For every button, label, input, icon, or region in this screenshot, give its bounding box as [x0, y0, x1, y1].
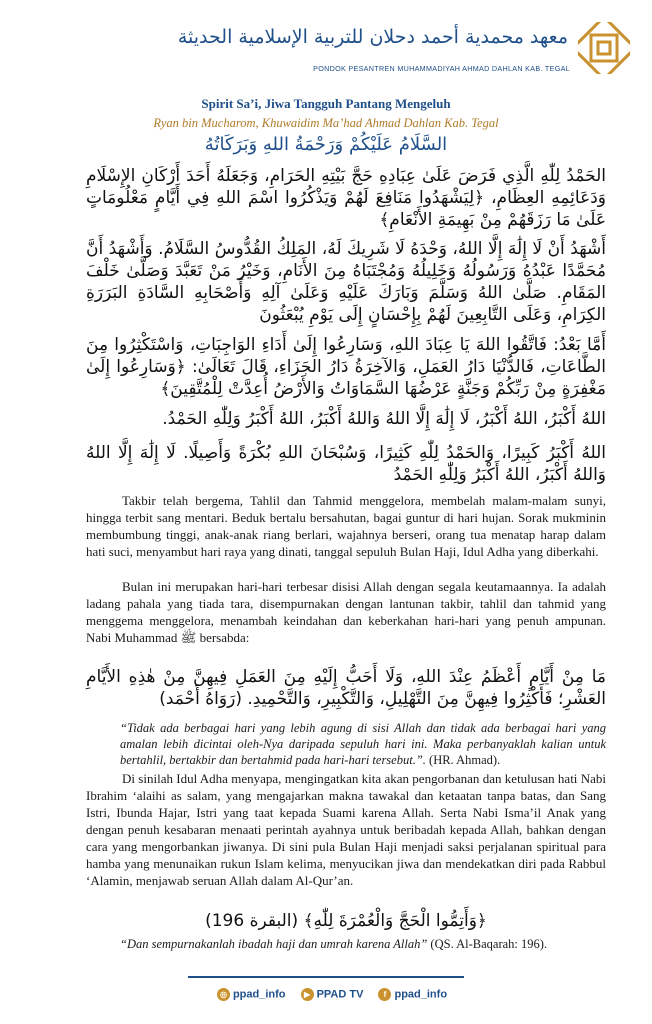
- footer-social: [0, 988, 652, 1001]
- article-title: Spirit Sa’i, Jiwa Tangguh Pantang Mengeluh: [201, 96, 451, 111]
- hadith-translation: “Tidak ada berbagai hari yang lebih agung di sisi Allah dan tidak ada berbagai hari yang amalan lebih dicintai oleh-Nya daripada sepuluh hari ini. Maka perbanyaklah kalian untuk bertahlil, bertakbir dan bertahmid pada hari-hari tersebut.”. (HR. Ahmad).: [120, 721, 606, 767]
- footer-instagram[interactable]: ppad_info: [232, 988, 286, 1001]
- arabic-takbir-2: اللهُ أَكْبَرُ كَبِيرًا، وَالحَمْدُ لِلّٰهِ كَثِيرًا، وَسُبْحَانَ اللهِ بُكْرَةً وَأَصِيلًا. لَا إِلَٰهَ إِلَّا اللهُ وَاللهُ أَكْبَرُ، اللهُ أَكْبَرُ وَلِلّٰهِ الحَمْدُ: [86, 443, 606, 485]
- instagram-icon: ◎: [217, 988, 230, 1001]
- arabic-opening-hamd: الحَمْدُ لِلّٰهِ الَّذِي فَرَضَ عَلَىٰ عِبَادِهِ حَجَّ بَيْتِهِ الحَرَامِ، وَجَعَلَهُ أَحَدَ أَرْكَانِ الإِسْلَامِ وَدَعَائِمِهِ العِظَامِ، ﴿لِيَشْهَدُوا مَنَافِعَ لَهُمْ وَيَذْكُرُوا اسْمَ اللهِ فِي أَيَّامٍ مَعْلُومَاتٍ عَلَىٰ مَا رَزَقَهُمْ مِنْ بَهِيمَةِ الأَنْعَامِ﴾: [86, 166, 606, 230]
- header: [177, 22, 630, 88]
- youtube-icon: ▶: [301, 988, 314, 1001]
- footer-divider: [188, 976, 464, 978]
- arabic-amma-badu: أَمَّا بَعْدُ: فَاتَّقُوا اللهَ يَا عِبَادَ اللهِ، وَسَارِعُوا إِلَىٰ أَدَاءِ الوَاجِبَاتِ، وَاسْتَكْثِرُوا مِنَ الطَّاعَاتِ، فَالدُّنْيَا دَارُ العَمَلِ، وَالآخِرَةُ دَارُ الجَزَاءِ، قَالَ تَعَالَىٰ: ﴿وَسَارِعُوا إِلَىٰ مَغْفِرَةٍ مِنْ رَبِّكُمْ وَجَنَّةٍ عَرْضُهَا السَّمَاوَاتُ وَالأَرْضُ أُعِدَّتْ لِلْمُتَّقِينَ﴾: [86, 335, 606, 399]
- arabic-takbir-1: اللهُ أَكْبَرُ، اللهُ أَكْبَرُ، لَا إِلَٰهَ إِلَّا اللهُ وَاللهُ أَكْبَرُ، اللهُ أَكْبَرُ وَلِلّٰهِ الحَمْدُ.: [162, 409, 606, 429]
- ayah-arabic: ﴿وَأَتِمُّوا الْحَجَّ وَالْعُمْرَةَ لِلّٰهِ﴾ (البقرة 196): [205, 911, 487, 931]
- square-kufic-emblem-icon: [578, 22, 630, 74]
- article-author: Ryan bin Mucharom, Khuwaidim Ma’had Ahmad Dahlan Kab. Tegal: [153, 116, 499, 130]
- footer-youtube[interactable]: PPAD TV: [316, 988, 364, 1001]
- paragraph-bulan-haji: Bulan ini merupakan hari-hari terbesar disisi Allah dengan segala keutamaannya. Ia adalah ladang pahala yang tiada tara, disempurnakan dengan lantunan takbir, tahlil dan tahmid yang menggema menggelora, menambah keindahan dan keberkahan hari-hari yang penuh ampunan. Nabi Muhammad ﷺ bersabda:: [86, 579, 606, 645]
- logo-latin-text: PONDOK PESANTREN MUHAMMADIYAH AHMAD DAHLAN KAB. TEGAL: [313, 64, 570, 73]
- arabic-syahadat: أَشْهَدُ أَنْ لَا إِلَٰهَ إِلَّا اللهُ، وَحْدَهُ لَا شَرِيكَ لَهُ، المَلِكُ القُدُّوسُ السَّلَامُ. وَأَشْهَدُ أَنَّ مُحَمَّدًا عَبْدُهُ وَرَسُولُهُ وَخَلِيلُهُ وَمُجْتَبَاهُ مِنَ الأَنَامِ، وَخَيْرُ مَنْ تَعَبَّدَ وَصَلَّىٰ خَلْفَ المَقَامِ. صَلَّىٰ اللهُ وَسَلَّمَ وَبَارَكَ عَلَيْهِ وَعَلَىٰ آلِهِ وَأَصْحَابِهِ السَّادَةِ البَرَرَةِ الكِرَامِ، وَعَلَى التَّابِعِينَ لَهُمْ بِإِحْسَانٍ إِلَى يَوْمِ يُبْعَثُونَ: [86, 239, 606, 325]
- footer-facebook[interactable]: ppad_info: [394, 988, 448, 1001]
- facebook-icon: f: [378, 988, 391, 1001]
- hadith-arabic: مَا مِنْ أَيَّامٍ أَعْظَمُ عِنْدَ اللهِ، وَلَا أَحَبُّ إِلَيْهِ مِنَ العَمَلِ فِيهِنَّ مِنْ هٰذِهِ الأَيَّامِ العَشْرِ؛ فَأَكْثِرُوا فِيهِنَّ مِنَ التَّهْلِيلِ، وَالتَّكْبِيرِ، وَالتَّحْمِيدِ. (رَوَاهُ أَحْمَد): [86, 667, 606, 709]
- salam-greeting: السَّلَامُ عَلَيْكُمْ وَرَحْمَةُ اللهِ وَبَرَكَاتُهُ: [204, 134, 448, 155]
- logo-arabic-text: معهد محمدية أحمد دحلان للتربية الإسلامية الحديثة: [177, 26, 568, 48]
- paragraph-takbir: Takbir telah bergema, Tahlil dan Tahmid menggelora, membelah malam-malam sunyi, hingga terbit sang mentari. Beduk bertalu bersahutan, bagai guntur di hari hujan. Sorak mukminin membumbung tinggi, anak-anak riang berlari, wajahnya berseri, orang tua menatap harap dalam hati suci, menyambut hari raya yang dinati, tanggal sepuluh Bulan Haji, Idul Adha yang diberkahi.: [86, 493, 606, 559]
- paragraph-idul-adha: Di sinilah Idul Adha menyapa, mengingatkan kita akan pengorbanan dan ketulusan hati Nabi Ibrahim ‘alaihi as salam, yang mengajarkan makna tawakal dan ketaatan tanpa batas, dan Sang Istri, Ibunda Hajar, Istri yang taat kepada Suami karena Allah. Serta Nabi Isma’il Anak yang dengan penuh kesabaran menaati perintah ayahnya untuk beribadah kepada Allah, bahkan dengan cara yang mengorbankan jiwanya. Di sini pula Bulan Haji menjadi saksi perjalanan spiritual para hamba yang menunaikan rukun Islam kelima, menyucikan jiwa dan mendekatkan diri pada Rabbul ‘Alamin, menjawab seruan Allah dalam Al-Qur’an.: [86, 771, 606, 888]
- ayah-translation: “Dan sempurnakanlah ibadah haji dan umrah karena Allah” (QS. Al-Baqarah: 196).: [120, 937, 548, 951]
